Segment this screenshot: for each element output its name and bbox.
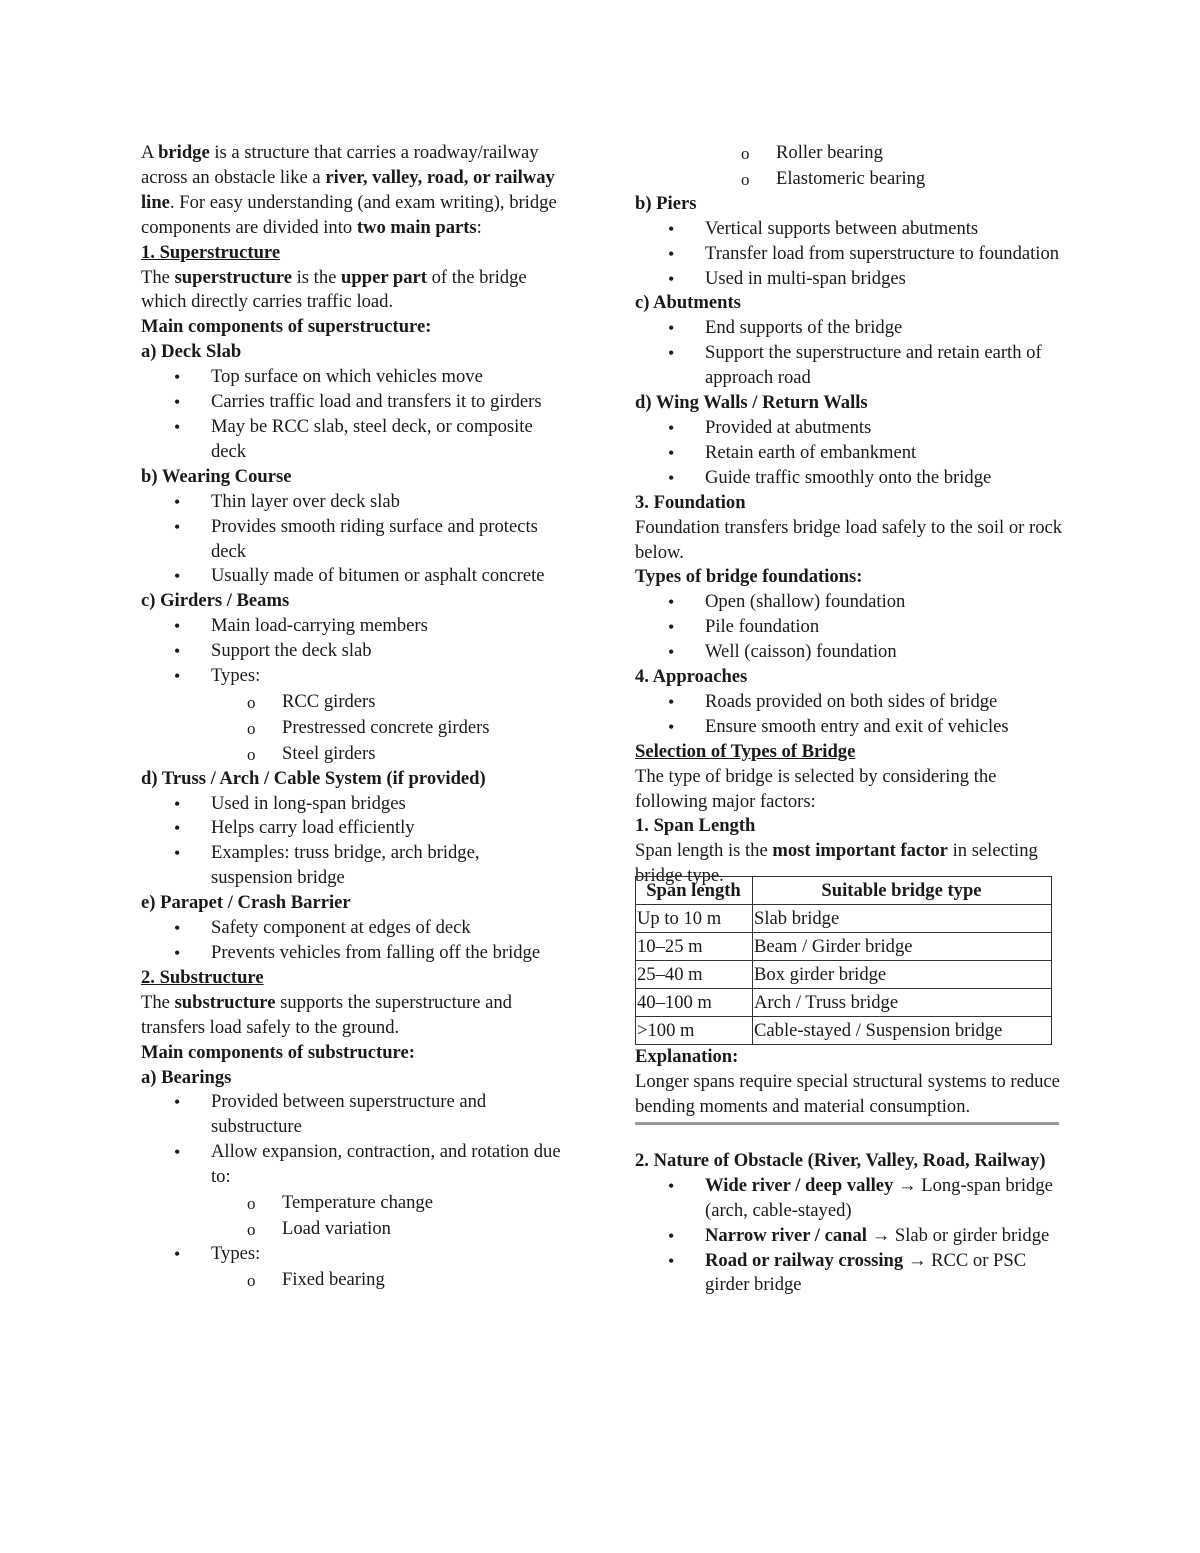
selection-text: The type of bridge is selected by considering the following major factors: xyxy=(635,765,997,812)
wearing-course-list xyxy=(141,490,561,590)
list-item: • Thin layer over deck slab xyxy=(211,490,561,515)
table-cell: 25–40 m xyxy=(636,961,753,989)
bearing-causes-list xyxy=(211,1191,561,1242)
table-cell: Arch / Truss bridge xyxy=(753,989,1052,1017)
foundation-types-list xyxy=(635,590,1065,665)
sub-list-item: o Roller bearing xyxy=(776,141,1065,166)
list-continuation xyxy=(635,141,1065,192)
parapet-heading: e) Parapet / Crash Barrier xyxy=(141,892,351,914)
bearing-types-continued xyxy=(635,141,1065,192)
bearings-heading: a) Bearings xyxy=(141,1066,232,1088)
girders-heading: c) Girders / Beams xyxy=(141,590,290,612)
list-item: • Support the superstructure and retain earth of approach road xyxy=(705,341,1065,391)
span-length-heading: 1. Span Length xyxy=(635,815,756,837)
foundation-types-heading: Types of bridge foundations: xyxy=(635,566,863,588)
table-cell: Box girder bridge xyxy=(753,961,1052,989)
list-item: • Open (shallow) foundation xyxy=(705,590,1065,615)
table-cell: Beam / Girder bridge xyxy=(753,933,1052,961)
explanation-heading: Explanation: xyxy=(635,1046,739,1068)
truss-heading: d) Truss / Arch / Cable System (if provided) xyxy=(141,767,486,789)
sub-list-item: o Prestressed concrete girders xyxy=(282,716,561,741)
sub-list-item: o Fixed bearing xyxy=(282,1268,561,1293)
list-item: • Used in long-span bridges xyxy=(211,792,561,817)
list-item: • Guide traffic smoothly onto the bridge xyxy=(705,466,1065,491)
sub-list-item: o Steel girders xyxy=(282,742,561,767)
girders-list xyxy=(141,614,561,766)
obstacle-list xyxy=(635,1174,1065,1299)
obstacle-heading: 2. Nature of Obstacle (River, Valley, Road, Railway) xyxy=(635,1149,1046,1171)
explanation-text: Longer spans require special structural systems to reduce bending moments and material consumption. xyxy=(635,1071,1060,1117)
approaches-list xyxy=(635,690,1065,740)
list-item: • Types: o RCC girders o Prestressed concrete girders o Steel girders xyxy=(211,664,561,767)
table-row xyxy=(636,961,1052,989)
bearing-types-list-part1 xyxy=(211,1268,561,1293)
list-item: • Well (caisson) foundation xyxy=(705,640,1065,665)
table-cell: Up to 10 m xyxy=(636,905,753,933)
truss-list xyxy=(141,792,561,892)
table-row xyxy=(636,933,1052,961)
substructure-components-heading: Main components of substructure: xyxy=(141,1041,415,1063)
list-item: • Roads provided on both sides of bridge xyxy=(705,690,1065,715)
table-row xyxy=(636,905,1052,933)
superstructure-definition: The superstructure is the upper part of the bridge which directly carries traffic load. xyxy=(141,266,527,313)
sub-list-item: o Temperature change xyxy=(282,1191,561,1216)
wearing-course-heading: b) Wearing Course xyxy=(141,465,292,487)
deck-slab-heading: a) Deck Slab xyxy=(141,341,242,363)
span-table xyxy=(635,876,1052,1045)
table-cell: 10–25 m xyxy=(636,933,753,961)
list-item: • End supports of the bridge xyxy=(705,316,1065,341)
substructure-definition: The substructure supports the superstructure and transfers load safely to the ground. xyxy=(141,991,512,1038)
table-row xyxy=(636,989,1052,1017)
list-item: • Road or railway crossing → RCC or PSC girder bridge xyxy=(705,1249,1065,1299)
table-cell: >100 m xyxy=(636,1017,753,1045)
table-cell: Slab bridge xyxy=(753,905,1052,933)
list-item: • Vertical supports between abutments xyxy=(705,217,1065,242)
list-item: • Pile foundation xyxy=(705,615,1065,640)
table-header-row xyxy=(636,877,1052,905)
list-item: • Usually made of bitumen or asphalt concrete xyxy=(211,564,561,589)
piers-list xyxy=(635,217,1065,292)
wing-walls-list xyxy=(635,416,1065,491)
abutments-heading: c) Abutments xyxy=(635,292,741,314)
selection-heading: Selection of Types of Bridge xyxy=(635,740,856,762)
substructure-heading: 2. Substructure xyxy=(141,966,264,988)
table-header: Suitable bridge type xyxy=(753,877,1052,905)
list-item: • Prevents vehicles from falling off the bridge xyxy=(211,941,561,966)
bearing-types-list-part2 xyxy=(635,141,1065,192)
sub-list-item: o RCC girders xyxy=(282,690,561,715)
table-cell: Cable-stayed / Suspension bridge xyxy=(753,1017,1052,1045)
list-item: • Main load-carrying members xyxy=(211,614,561,639)
list-item: • Ensure smooth entry and exit of vehicles xyxy=(705,715,1065,740)
list-item: • Retain earth of embankment xyxy=(705,441,1065,466)
list-item: • Provided at abutments xyxy=(705,416,1065,441)
foundation-heading: 3. Foundation xyxy=(635,491,746,513)
approaches-heading: 4. Approaches xyxy=(635,666,748,688)
right-column xyxy=(635,141,1065,1298)
table-header: Span length xyxy=(636,877,753,905)
span-length-text: Span length is the most important factor in selecting bridge type. xyxy=(635,840,1038,887)
parapet-list xyxy=(141,916,561,966)
piers-heading: b) Piers xyxy=(635,192,697,214)
deck-slab-list xyxy=(141,365,561,465)
abutments-list xyxy=(635,316,1065,391)
list-item: • Allow expansion, contraction, and rotation due to: o Temperature change o Load variation xyxy=(211,1140,561,1242)
list-item: • Provided between superstructure and substructure xyxy=(211,1090,561,1140)
list-item: • May be RCC slab, steel deck, or composite deck xyxy=(211,415,561,465)
sub-list-item: o Elastomeric bearing xyxy=(776,167,1065,192)
list-item: • Helps carry load efficiently xyxy=(211,816,561,841)
superstructure-heading: 1. Superstructure xyxy=(141,241,281,263)
foundation-text: Foundation transfers bridge load safely to the soil or rock below. xyxy=(635,516,1063,563)
list-item: • Transfer load from superstructure to foundation xyxy=(705,242,1065,267)
list-item: • Used in multi-span bridges xyxy=(705,267,1065,292)
list-item: • Provides smooth riding surface and protects deck xyxy=(211,515,561,565)
list-item: • Top surface on which vehicles move xyxy=(211,365,561,390)
list-item: • Wide river / deep valley → Long-span bridge (arch, cable-stayed) xyxy=(705,1174,1065,1224)
bearings-list xyxy=(141,1090,561,1292)
intro-paragraph: A bridge is a structure that carries a roadway/railway across an obstacle like a river, valley, road, or railway line. For easy understanding (and exam writing), bridge components are divided into two main parts: xyxy=(141,142,557,238)
list-item: • Safety component at edges of deck xyxy=(211,916,561,941)
table-row xyxy=(636,1017,1052,1045)
superstructure-components-heading: Main components of superstructure: xyxy=(141,316,432,338)
left-column xyxy=(141,141,561,1293)
sub-list-item: o Load variation xyxy=(282,1217,561,1242)
list-item: • Carries traffic load and transfers it to girders xyxy=(211,390,561,415)
list-item: • Support the deck slab xyxy=(211,639,561,664)
list-item: • Examples: truss bridge, arch bridge, suspension bridge xyxy=(211,841,561,891)
table-cell: 40–100 m xyxy=(636,989,753,1017)
horizontal-rule xyxy=(635,1122,1059,1125)
list-item: • Narrow river / canal → Slab or girder bridge xyxy=(705,1224,1065,1249)
list-item: • Types: o Fixed bearing xyxy=(211,1242,561,1293)
wing-walls-heading: d) Wing Walls / Return Walls xyxy=(635,392,868,414)
girder-types-list xyxy=(211,690,561,767)
